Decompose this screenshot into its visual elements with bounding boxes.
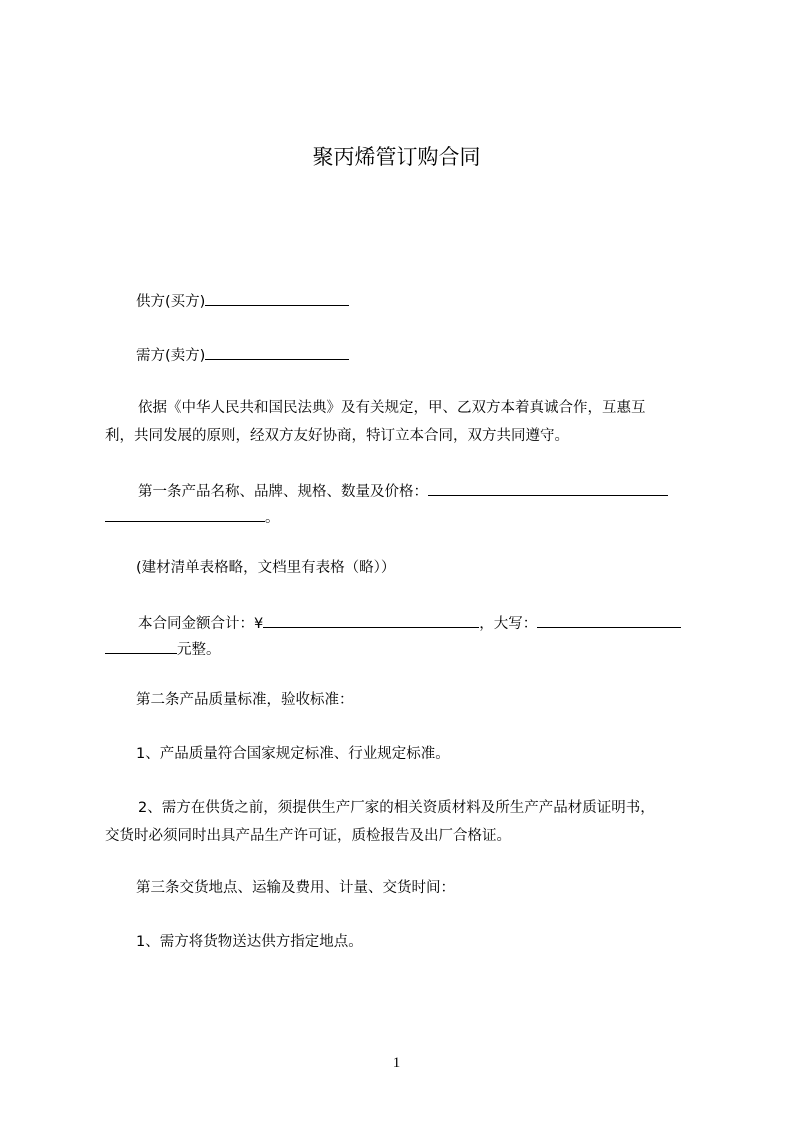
total-words-blank-1	[537, 612, 681, 628]
supplier-blank	[205, 290, 349, 306]
article1-line-1	[138, 480, 738, 502]
article2-item-2-line-2: 交货时必须同时出具产品生产许可证，质检报告及出厂合格证。	[105, 828, 511, 844]
total-line-2	[105, 638, 705, 660]
intro-line-1: 依据《中华人民共和国民法典》及有关规定，甲、乙双方本着真诚合作，互惠互	[138, 400, 646, 416]
buyer-line	[136, 344, 736, 366]
article2-title: 第二条产品质量标准，验收标准：	[136, 692, 354, 708]
materials-note: (建材清单表格略，文档里有表格（略））	[136, 560, 396, 576]
total-amount-blank	[263, 612, 479, 628]
article3-title: 第三条交货地点、运输及费用、计量、交货时间：	[136, 880, 455, 896]
article1-heading: 第一条产品名称、品牌、规格、数量及价格：	[138, 484, 428, 500]
total-label: 本合同金额合计：¥	[138, 616, 264, 632]
total-line-1	[138, 612, 738, 634]
article1-blank-2	[105, 506, 265, 522]
article1-line-2	[105, 506, 705, 528]
page-number: 1	[392, 1055, 401, 1071]
total-words-label: ，大写：	[479, 616, 538, 632]
total-end: 元整。	[177, 642, 221, 658]
article2-item-1: 1、产品质量符合国家规定标准、行业规定标准。	[136, 746, 450, 762]
supplier-line	[136, 290, 736, 312]
document-title: 聚丙烯管订购合同	[312, 145, 481, 169]
total-words-blank-2	[105, 638, 177, 654]
intro-line-2: 利，共同发展的原则，经双方友好协商，特订立本合同，双方共同遵守。	[105, 428, 569, 444]
article2-item-2-line-1: 2、需方在供货之前，须提供生产厂家的相关资质材料及所生产产品材质证明书，	[138, 800, 655, 816]
supplier-label: 供方(买方)	[136, 294, 206, 310]
article3-item-1: 1、需方将货物送达供方指定地点。	[136, 934, 363, 950]
article1-blank-1	[428, 480, 668, 496]
buyer-label: 需方(卖方)	[136, 348, 206, 364]
buyer-blank	[205, 344, 349, 360]
article1-end: 。	[265, 510, 280, 526]
